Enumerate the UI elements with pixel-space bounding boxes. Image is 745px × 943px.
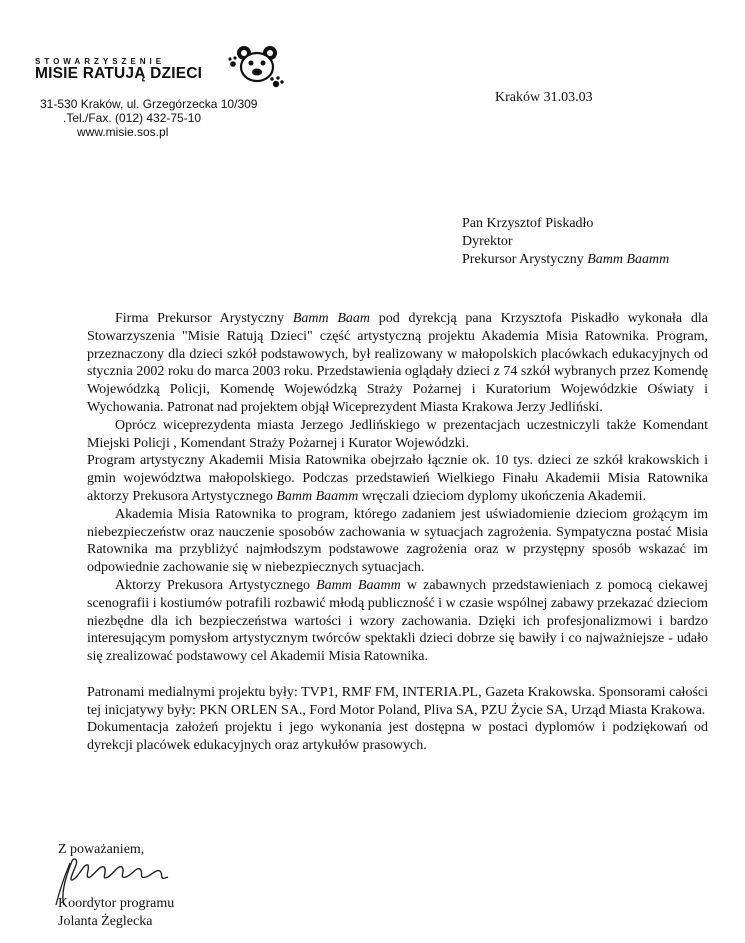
p1-b: Bamm Baam bbox=[292, 311, 371, 326]
p1-c: pod dyrekcją pana Krzysztofa Piskadło wykonała dla Stowarzyszenia "Misie Ratują Dzieci" część artystyczną projektu Akademia Misia Ratownika. Program, przeznaczony dla dzieci szkół podstawowych, był realizowany w małopolskich placówkach edukacyjnych od stycznia 2002 roku do marca 2003 roku. Przedstawienia oglądały dzieci z 74 szkół wybranych przez Komendę Wojewódzką Policji, Komendę Wojewódzką Straży Pożarnej i Kuratorium Wojewódzkie Oświaty i Wychowania. Patronat nad projektem objął Wiceprezydent Miasta Krakowa Jerzy Jedliński. bbox=[87, 311, 708, 415]
p5-c: w zabawnych przedstawieniach z pomocą ciekawej scenografii i kostiumów potrafili rozbawić młodą publiczność i w czasie wspólnej zabawy przekazać dzieciom niezbędne dla ich bezpieczeństwa wartości i wzory zachowania. Dzięki ich profesjonalizmowi i bardzo interesującym pomysłom artystycznym twórców spektakli dzieci dobrze się bawiły i co najważniejsze - udało się zrealizować podstawowy cel Akademii Misia Ratownika. bbox=[87, 577, 709, 665]
p1-a: Firma Prekursor Arystyczny bbox=[115, 311, 293, 326]
recipient-company-italic: Bamm Baamm bbox=[587, 252, 670, 267]
letter-body bbox=[87, 310, 708, 755]
signatory-role: Koordytor programu bbox=[58, 896, 175, 911]
paragraph-7: Dokumentacja założeń projektu i jego wykonania jest dostępna w postaci dyplomów i podziękowań od dyrekcji placówek edukacyjnych oraz artykułów prasowych. bbox=[87, 720, 708, 754]
p5-b: Bamm Baamm bbox=[316, 577, 401, 593]
paragraph-3 bbox=[87, 452, 708, 505]
letterhead-org-name: MISIE RATUJĄ DZIECI bbox=[35, 65, 203, 82]
p3-c: wręczali dzieciom dyplomy ukończenia Akademii. bbox=[358, 488, 647, 504]
recipient-company-prefix: Prekursor Arystyczny bbox=[462, 252, 588, 267]
letterhead-org-small: STOWARZYSZENIE bbox=[35, 57, 166, 66]
p5-a: Aktorzy Prekusora Artystycznego bbox=[115, 577, 317, 593]
letterhead-address: 31-530 Kraków, ul. Grzegórzecka 10/309 bbox=[40, 97, 258, 111]
signatory-name: Jolanta Żeglecka bbox=[58, 914, 153, 929]
paragraph-4: Akademia Misia Ratownika to program, którego zadaniem jest uświadomienie dzieciom grożącym im niebezpieczeństw oraz nauczenie sposobów zachowania w sytuacjach zagrożenia. Sympatyczna postać Misia Ratownika ma przybliżyć najmłodszym podstawowe zagrożenia oraz w przystępny sposób wskazać im odpowiednie zachowanie się w niebezpiecznych sytuacjach. bbox=[87, 506, 708, 576]
recipient-name: Pan Krzysztof Piskadło bbox=[462, 216, 594, 231]
paragraph-1 bbox=[87, 310, 708, 417]
p3-b: Bamm Baamm bbox=[276, 488, 359, 504]
letter-date: Kraków 31.03.03 bbox=[495, 90, 593, 105]
paragraph-2: Oprócz wiceprezydenta miasta Jerzego Jedlińskiego w prezentacjach uczestniczyli także Komendant Miejski Policji , Komendant Straży Pożarnej i Kurator Wojewódzki. bbox=[87, 417, 708, 451]
teddy-bear-logo-icon bbox=[224, 43, 288, 95]
closing-greeting: Z poważaniem, bbox=[58, 842, 145, 857]
paragraph-6: Patronami medialnymi projektu były: TVP1, RMF FM, INTERIA.PL, Gazeta Krakowska. Sponsorami całości tej inicjatywy były: PKN ORLEN SA., Ford Motor Poland, Pliva SA, PZU Życie SA, Urząd Miasta Krakowa. bbox=[87, 684, 708, 718]
p3-a: Program artystyczny Akademii Misia Ratownika obejrzało łącznie ok. 10 tys. dzieci ze szkół krakowskich i gmin województwa małopolskiego. Podczas przedstawień Wielkiego Finału Akademii Misia Ratownika aktorzy Prekusora Artystycznego bbox=[87, 453, 708, 504]
letterhead-phone: .Tel./Fax. (012) 432-75-10 bbox=[63, 111, 202, 125]
recipient-title: Dyrektor bbox=[462, 234, 513, 249]
paragraph-5 bbox=[87, 577, 708, 666]
recipient-company bbox=[462, 252, 669, 268]
letterhead-website: www.misie.sos.pl bbox=[77, 125, 169, 139]
